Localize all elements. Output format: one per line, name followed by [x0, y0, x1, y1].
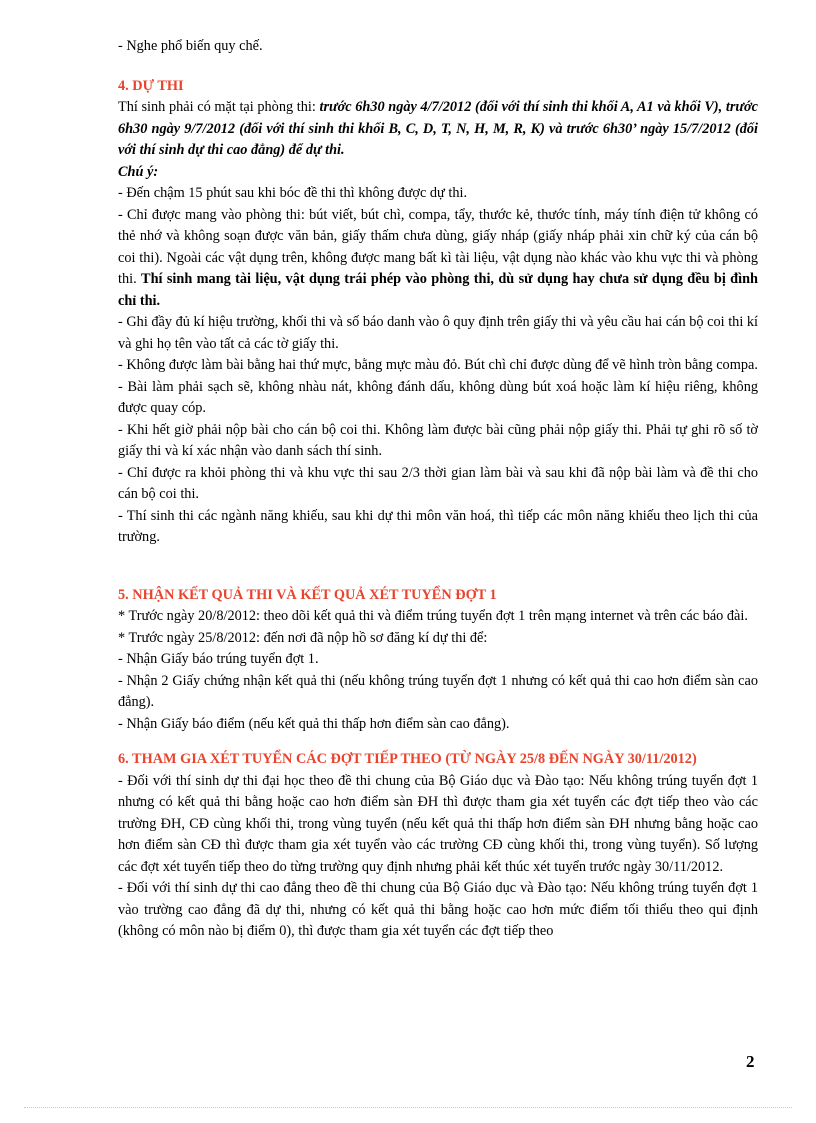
rule-item: - Ghi đầy đủ kí hiệu trường, khối thi và số báo danh vào ô quy định trên giấy thi và yêu cầu hai cán bộ coi thi kí và ghi họ tên vào tất cả các tờ giấy thi. — [118, 314, 758, 352]
admission-paragraph: - Đối với thí sinh dự thi cao đẳng theo đề thi chung của Bộ Giáo dục và Đào tạo: Nếu không trúng tuyển đợt 1 vào trường cao đẳng đã dự thi, nhưng có kết quả thi bằng hoặc cao hơn mức điểm tối thiểu theo qui định (không có môn nào bị điểm 0), thì được tham gia xét tuyển các đợt tiếp theo — [118, 880, 758, 939]
section-5-heading: 5. NHẬN KẾT QUẢ THI VÀ KẾT QUẢ XÉT TUYỂN ĐỢT 1 — [118, 586, 497, 603]
result-line: * Trước ngày 20/8/2012: theo dõi kết quả thi và điểm trúng tuyển đợt 1 trên mạng internet và trên các báo đài. — [118, 608, 748, 624]
section-4-heading: 4. DỰ THI — [118, 77, 184, 94]
rule-item: - Không được làm bài bằng hai thứ mực, bằng mực màu đỏ. Bút chì chỉ được dùng để vẽ hình tròn bằng compa. — [118, 357, 758, 373]
rule-item: - Chỉ được ra khỏi phòng thi và khu vực thi sau 2/3 thời gian làm bài và sau khi đã nộp bài làm và đề thi cho cán bộ coi thi. — [118, 464, 758, 502]
intro-line: - Nghe phổ biến quy chế. — [118, 38, 263, 54]
section-6-heading: 6. THAM GIA XÉT TUYỂN CÁC ĐỢT TIẾP THEO (TỪ NGÀY 25/8 ĐẾN NGÀY 30/11/2012) — [118, 751, 697, 767]
rule-item-bold: Thí sinh mang tài liệu, vật dụng trái phép vào phòng thi, dù sử dụng hay chưa sử dụng đều bị đình chỉ thi. — [118, 271, 758, 309]
rule-item: - Khi hết giờ phải nộp bài cho cán bộ coi thi. Không làm được bài cũng phải nộp giấy thi. Phải tự ghi rõ số tờ giấy thi và kí xác nhận vào danh sách thí sinh. — [118, 421, 758, 459]
section-4-lead — [118, 97, 758, 162]
rule-item: - Bài làm phải sạch sẽ, không nhàu nát, không đánh dấu, không dùng bút xoá hoặc làm kí hiệu riêng, không được quay cóp. — [118, 378, 758, 416]
rule-item: - Đến chậm 15 phút sau khi bóc đề thi thì không được dự thi. — [118, 185, 468, 201]
note-label: Chú ý: — [118, 163, 159, 180]
rule-item-text: - Chỉ được mang vào phòng thi: bút viết, bút chì, compa, tẩy, thước kẻ, thước tính, máy tính điện tử không có thẻ nhớ và không soạn được văn bản, giấy thấm chưa dùng, giấy nháp (giấy nháp phải xin chữ ký của cán bộ coi thi). Ngoài các vật dụng trên, không được mang bất kì tài liệu, vật dụng nào khác vào khu vực thi và phòng thi. — [118, 206, 758, 287]
result-line: - Nhận Giấy báo điểm (nếu kết quả thi thấp hơn điểm sàn cao đẳng). — [118, 715, 510, 732]
footer-divider — [24, 1107, 792, 1108]
admission-paragraph: - Đối với thí sinh dự thi đại học theo đề thi chung của Bộ Giáo dục và Đào tạo: Nếu không trúng tuyển đợt 1 nhưng có kết quả thi bằng hoặc cao hơn điểm sàn ĐH thì được tham gia xét tuyển các đợt tiếp theo vào các trường ĐH, CĐ cùng khối thi, trong vùng tuyển (nếu kết quả thi thấp hơn điểm sàn ĐH nhưng bằng hoặc cao hơn điểm sàn CĐ thì được tham gia xét tuyển vào các trường CĐ cùng khối thi, trong vùng tuyển). Số lượng các đợt xét tuyển tiếp theo do từng trường quy định nhưng phải kết thúc xét tuyển trước ngày 30/11/2012. — [118, 772, 758, 875]
lead-plain: Thí sinh phải có mặt tại phòng thi: — [118, 99, 320, 115]
document-page — [118, 36, 758, 943]
rule-item: - Thí sinh thi các ngành năng khiếu, sau khi dự thi môn văn hoá, thì tiếp các môn năng khiếu theo lịch thi của trường. — [118, 507, 758, 545]
rule-item — [118, 205, 758, 313]
lead-emphasis: trước 6h30 ngày 4/7/2012 (đối với thí sinh thi khối A, A1 và khối V), trước 6h30 ngày 9/7/2012 (đối với thí sinh thi khối B, C, D, T, N, H, M, R, K) và trước 6h30’ ngày 15/7/2012 (đối với thí sinh dự thi cao đẳng) để dự thi. — [118, 99, 758, 158]
page-number: 2 — [746, 1052, 755, 1071]
result-line: - Nhận Giấy báo trúng tuyển đợt 1. — [118, 651, 319, 667]
result-line: - Nhận 2 Giấy chứng nhận kết quả thi (nếu không trúng tuyển đợt 1 nhưng có kết quả thi cao hơn điểm sàn cao đẳng). — [118, 672, 758, 710]
result-line: * Trước ngày 25/8/2012: đến nơi đã nộp hồ sơ đăng kí dự thi để: — [118, 629, 488, 646]
